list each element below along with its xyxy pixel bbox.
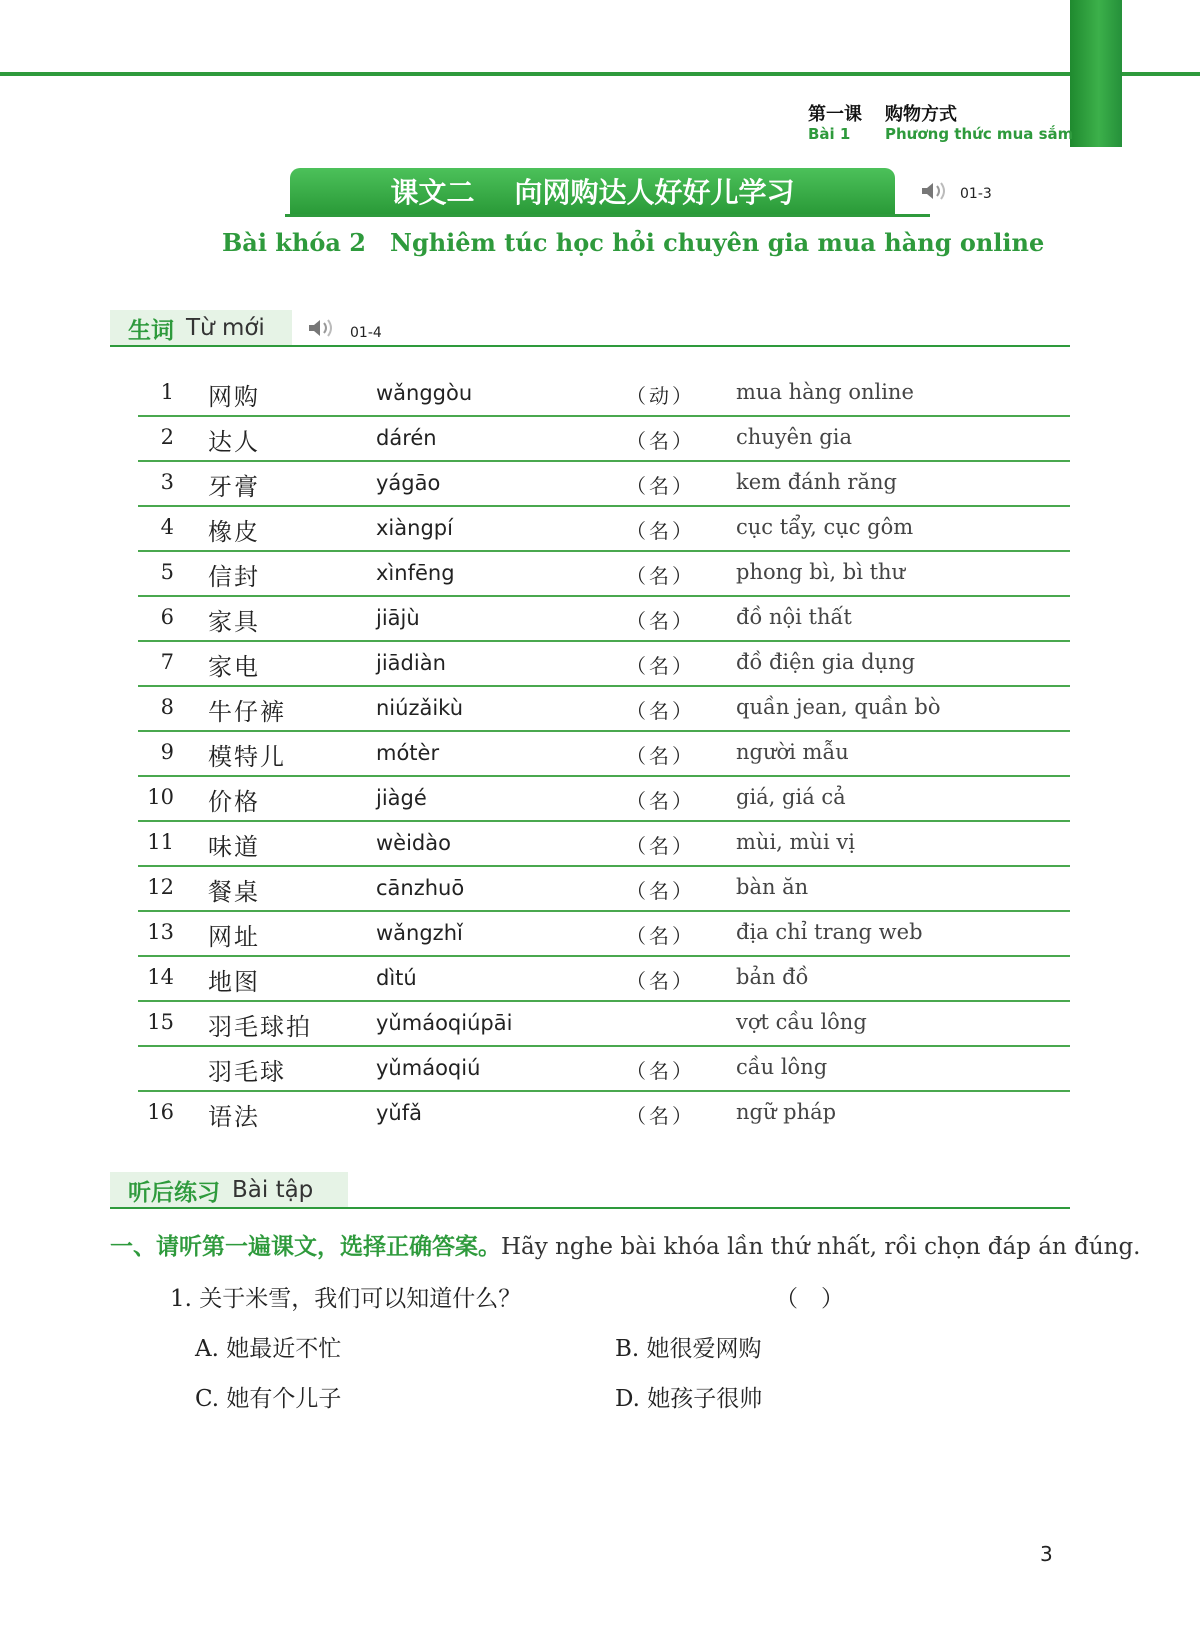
vocab-meaning: cầu lông	[736, 1055, 828, 1079]
vocab-row	[138, 417, 1070, 462]
vocab-hanzi: 达人	[208, 428, 260, 456]
vocab-pinyin: xiàngpí	[376, 516, 453, 540]
vocab-meaning: mua hàng online	[736, 380, 914, 404]
vocab-num: 4	[160, 515, 174, 539]
vocab-meaning: đồ nội thất	[736, 605, 852, 629]
vocab-section-heading	[110, 310, 292, 346]
vocab-row	[138, 1092, 1070, 1137]
vocab-pos: （名）	[626, 834, 695, 858]
vocab-meaning: đồ điện gia dụng	[736, 650, 916, 674]
lesson-title-zh: 购物方式	[885, 104, 957, 125]
vocab-pos: （名）	[626, 789, 695, 813]
vocab-hanzi: 地图	[208, 968, 260, 996]
vocab-row	[138, 957, 1070, 1002]
vocab-hanzi: 价格	[208, 788, 260, 816]
vocab-hanzi: 餐桌	[208, 878, 260, 906]
audio-speaker-icon[interactable]	[307, 317, 339, 339]
vocab-row	[138, 507, 1070, 552]
vocab-num: 1	[160, 380, 174, 404]
vocab-row	[138, 1002, 1070, 1047]
vocab-pos: （名）	[626, 699, 695, 723]
vocab-pos: （名）	[626, 654, 695, 678]
vocab-pos: （名）	[626, 744, 695, 768]
lesson-number-zh: 第一课	[808, 104, 862, 125]
vocab-hanzi: 信封	[208, 563, 260, 591]
vocab-meaning: bản đồ	[736, 965, 809, 989]
text-title-vi: Nghiêm túc học hỏi chuyên gia mua hàng online	[390, 228, 1045, 257]
vocab-hanzi: 味道	[208, 833, 260, 861]
title-underline	[285, 214, 930, 217]
vocab-hanzi: 羽毛球拍	[208, 1013, 312, 1041]
vocab-meaning: phong bì, bì thư	[736, 560, 906, 584]
exercise-label-vi: Bài tập	[232, 1177, 314, 1203]
vocab-row	[138, 1047, 1070, 1092]
lesson-number-vi: Bài 1	[808, 125, 851, 143]
answer-blank[interactable]: （ ）	[775, 1286, 844, 1312]
lesson-title-vi: Phương thức mua sắm	[885, 125, 1074, 143]
vocab-hanzi: 羽毛球	[208, 1058, 286, 1086]
vocab-hanzi: 模特儿	[208, 743, 286, 771]
vocab-pos: （动）	[626, 384, 695, 408]
vocab-row	[138, 732, 1070, 777]
instruction-zh: 一、请听第一遍课文，选择正确答案。	[110, 1234, 501, 1260]
option-d[interactable]: D. 她孩子很帅	[615, 1386, 763, 1412]
vocab-label-zh: 生词	[128, 317, 174, 344]
question-1: 1. 关于米雪，我们可以知道什么？	[170, 1286, 522, 1312]
vocab-meaning: cục tẩy, cục gôm	[736, 515, 914, 539]
vocab-hanzi: 牛仔裤	[208, 698, 286, 726]
vocab-row	[138, 777, 1070, 822]
vocab-pos: （名）	[626, 969, 695, 993]
vocab-pos: （名）	[626, 564, 695, 588]
vocab-num: 15	[147, 1010, 174, 1034]
vocab-row	[138, 372, 1070, 417]
vocab-row	[138, 912, 1070, 957]
vocab-row	[138, 642, 1070, 687]
vocab-pinyin: dárén	[376, 426, 437, 450]
vocab-row	[138, 552, 1070, 597]
vocab-meaning: địa chỉ trang web	[736, 920, 923, 944]
vocab-pinyin: wǎnggòu	[376, 381, 473, 405]
vocab-pos: （名）	[626, 474, 695, 498]
vocab-label-vi: Từ mới	[186, 315, 265, 341]
vocab-hanzi: 网购	[208, 383, 260, 411]
vocab-pos: （名）	[626, 1059, 695, 1083]
vocab-hanzi: 橡皮	[208, 518, 260, 546]
vocab-num: 10	[147, 785, 174, 809]
text-title-bar	[290, 168, 895, 214]
vocab-pinyin: cānzhuō	[376, 876, 465, 900]
vocab-pinyin: dìtú	[376, 966, 417, 990]
vocab-pinyin: yǔmáoqiúpāi	[376, 1011, 513, 1035]
chapter-tab	[1070, 0, 1122, 147]
instruction-vi: Hãy nghe bài khóa lần thứ nhất, rồi chọn đáp án đúng.	[501, 1234, 1141, 1260]
vocab-table	[138, 372, 1070, 1137]
vocab-num: 5	[160, 560, 174, 584]
vocab-num: 12	[147, 875, 174, 899]
vocab-meaning: ngữ pháp	[736, 1100, 837, 1124]
vocab-hanzi: 家具	[208, 608, 260, 636]
vocab-hanzi: 网址	[208, 923, 260, 951]
section-rule	[110, 1207, 1070, 1209]
vocab-meaning: người mẫu	[736, 740, 849, 764]
vocab-pos: （名）	[626, 879, 695, 903]
vocab-pinyin: yágāo	[376, 471, 441, 495]
vocab-num: 14	[147, 965, 174, 989]
option-a[interactable]: A. 她最近不忙	[195, 1336, 342, 1362]
vocab-hanzi: 家电	[208, 653, 260, 681]
vocab-row	[138, 597, 1070, 642]
vocab-num: 2	[160, 425, 174, 449]
exercise-label-zh: 听后练习	[128, 1179, 220, 1206]
vocab-row	[138, 867, 1070, 912]
audio-track-text: 01-3	[960, 186, 992, 202]
vocab-num: 6	[160, 605, 174, 629]
vocab-pinyin: niúzǎikù	[376, 696, 464, 720]
vocab-pinyin: yǔmáoqiú	[376, 1056, 481, 1080]
vocab-hanzi: 牙膏	[208, 473, 260, 501]
vocab-pinyin: jiājù	[376, 606, 420, 630]
vocab-pinyin: wǎngzhǐ	[376, 921, 463, 945]
text-title-zh: 向网购达人好好儿学习	[514, 176, 795, 209]
vocab-meaning: chuyên gia	[736, 425, 852, 449]
vocab-pos: （名）	[626, 429, 695, 453]
vocab-meaning: quần jean, quần bò	[736, 695, 941, 719]
vocab-pinyin: yǔfǎ	[376, 1101, 422, 1125]
vocab-num: 11	[147, 830, 174, 854]
option-c[interactable]: C. 她有个儿子	[195, 1386, 342, 1412]
vocab-num: 3	[160, 470, 174, 494]
vocab-num: 16	[147, 1100, 174, 1124]
vocab-pinyin: mótèr	[376, 741, 440, 765]
vocab-num: 8	[160, 695, 174, 719]
section-rule	[110, 345, 1070, 347]
vocab-pinyin: jiàgé	[376, 786, 427, 810]
exercise-instruction	[110, 1228, 1141, 1261]
vocab-pinyin: xìnfēng	[376, 561, 455, 585]
exercise-section-heading	[110, 1172, 348, 1208]
vocab-meaning: bàn ăn	[736, 875, 809, 899]
vocab-row	[138, 687, 1070, 732]
vocab-num: 13	[147, 920, 174, 944]
audio-track-vocab: 01-4	[350, 325, 382, 341]
vocab-pos: （名）	[626, 519, 695, 543]
audio-speaker-icon[interactable]	[920, 180, 952, 202]
page-number: 3	[1040, 1542, 1053, 1566]
vocab-meaning: kem đánh răng	[736, 470, 897, 494]
vocab-meaning: vợt cầu lông	[736, 1010, 867, 1034]
vocab-pos: （名）	[626, 1104, 695, 1128]
vocab-meaning: giá, giá cả	[736, 785, 846, 809]
vocab-pos: （名）	[626, 609, 695, 633]
option-b[interactable]: B. 她很爱网购	[615, 1336, 762, 1362]
vocab-hanzi: 语法	[208, 1103, 260, 1131]
vocab-pinyin: jiādiàn	[376, 651, 446, 675]
vocab-row	[138, 462, 1070, 507]
vocab-num: 9	[160, 740, 174, 764]
vocab-row	[138, 822, 1070, 867]
vocab-pos: （名）	[626, 924, 695, 948]
vocab-num: 7	[160, 650, 174, 674]
text-label-vi: Bài khóa 2	[222, 228, 366, 257]
text-label-zh: 课文二	[390, 176, 475, 209]
top-rule	[0, 72, 1200, 76]
vocab-pinyin: wèidào	[376, 831, 451, 855]
vocab-meaning: mùi, mùi vị	[736, 830, 855, 854]
